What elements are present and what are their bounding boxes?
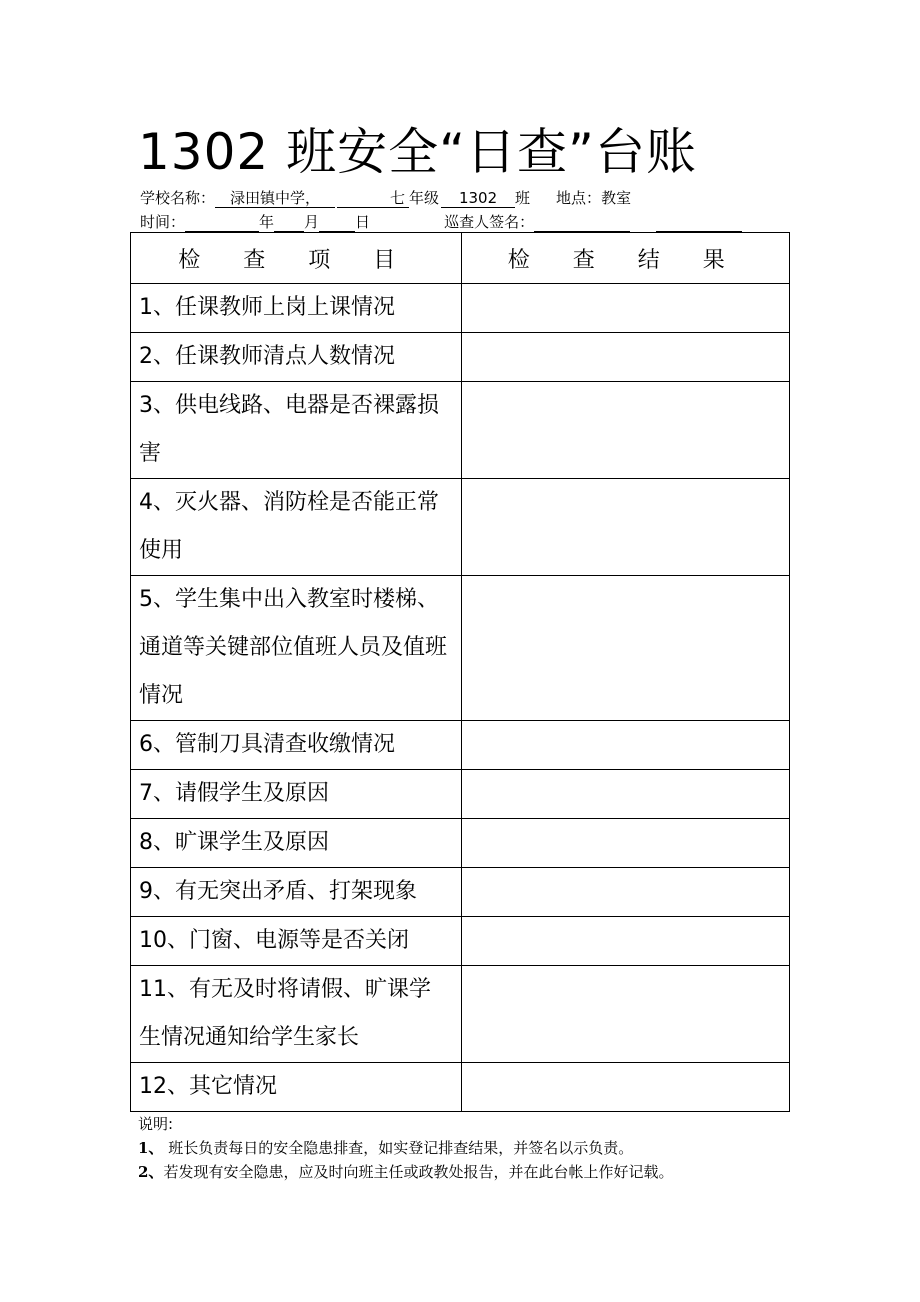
time-label: 时间： [140,213,186,231]
inspection-item: 6、管制刀具清查收缴情况 [131,721,462,770]
table-row [131,721,790,770]
table-header-row [131,233,790,284]
place-value: 教室 [601,189,632,207]
inspection-result-cell[interactable] [461,576,790,721]
table-row [131,576,790,721]
table-row [131,1063,790,1112]
inspection-item: 2、任课教师清点人数情况 [131,333,462,382]
table-row [131,966,790,1063]
inspection-result-cell[interactable] [461,819,790,868]
inspection-item: 8、旷课学生及原因 [131,819,462,868]
table-row [131,868,790,917]
note-text: 若发现有安全隐患，应及时向班主任或政教处报告，并在此台帐上作好记载。 [163,1163,674,1181]
inspection-item: 9、有无突出矛盾、打架现象 [131,868,462,917]
class-field[interactable]: 1302 [441,190,515,208]
inspection-result-cell[interactable] [461,917,790,966]
table-row [131,917,790,966]
year-label: 年 [259,213,275,231]
note-item [138,1136,673,1160]
school-info-line [140,187,631,208]
inspection-result-cell[interactable] [461,721,790,770]
month-label: 月 [304,213,320,231]
place-label: 地点： [556,189,602,207]
inspection-result-cell[interactable] [461,479,790,576]
inspection-result-cell[interactable] [461,382,790,479]
table-row [131,819,790,868]
note-item [138,1160,673,1184]
inspector-signature-field-2[interactable] [656,214,742,232]
page-title: 1302 班安全“日查”台账 [138,123,697,181]
inspector-label: 巡查人签名： [444,213,535,231]
inspection-result-cell[interactable] [461,770,790,819]
table-row [131,770,790,819]
inspection-result-cell[interactable] [461,333,790,382]
school-label: 学校名称： [140,189,216,207]
class-label: 班 [515,189,531,207]
inspection-result-cell[interactable] [461,868,790,917]
inspector-signature-field[interactable] [534,214,630,232]
inspection-item: 1、任课教师上岗上课情况 [131,284,462,333]
month-field[interactable] [274,214,304,232]
grade-label: 年级 [409,189,440,207]
notes [138,1112,673,1184]
note-number: 1、 [138,1139,164,1157]
inspection-item: 11、有无及时将请假、旷课学生情况通知给学生家长 [131,966,462,1063]
table-row [131,479,790,576]
table-row [131,284,790,333]
day-label: 日 [355,213,371,231]
inspection-item: 5、学生集中出入教室时楼梯、通道等关键部位值班人员及值班情况 [131,576,462,721]
time-info-line [140,211,742,232]
school-field[interactable]: 渌田镇中学， [215,190,335,208]
inspection-item: 3、供电线路、电器是否裸露损害 [131,382,462,479]
inspection-result-cell[interactable] [461,284,790,333]
inspection-table [130,232,790,1112]
header-results: 检 查 结 果 [461,233,790,284]
table-row [131,333,790,382]
inspection-item: 12、其它情况 [131,1063,462,1112]
notes-heading: 说明: [138,1115,174,1133]
grade-field[interactable]: 七 [337,190,409,208]
table-row [131,382,790,479]
note-number: 2、 [138,1163,164,1181]
note-text: 班长负责每日的安全隐患排查，如实登记排查结果，并签名以示负责。 [163,1139,634,1157]
inspection-item: 7、请假学生及原因 [131,770,462,819]
year-field[interactable] [185,214,259,232]
day-field[interactable] [319,214,355,232]
header-items: 检 查 项 目 [131,233,462,284]
inspection-result-cell[interactable] [461,966,790,1063]
inspection-item: 10、门窗、电源等是否关闭 [131,917,462,966]
inspection-result-cell[interactable] [461,1063,790,1112]
inspection-item: 4、灭火器、消防栓是否能正常使用 [131,479,462,576]
